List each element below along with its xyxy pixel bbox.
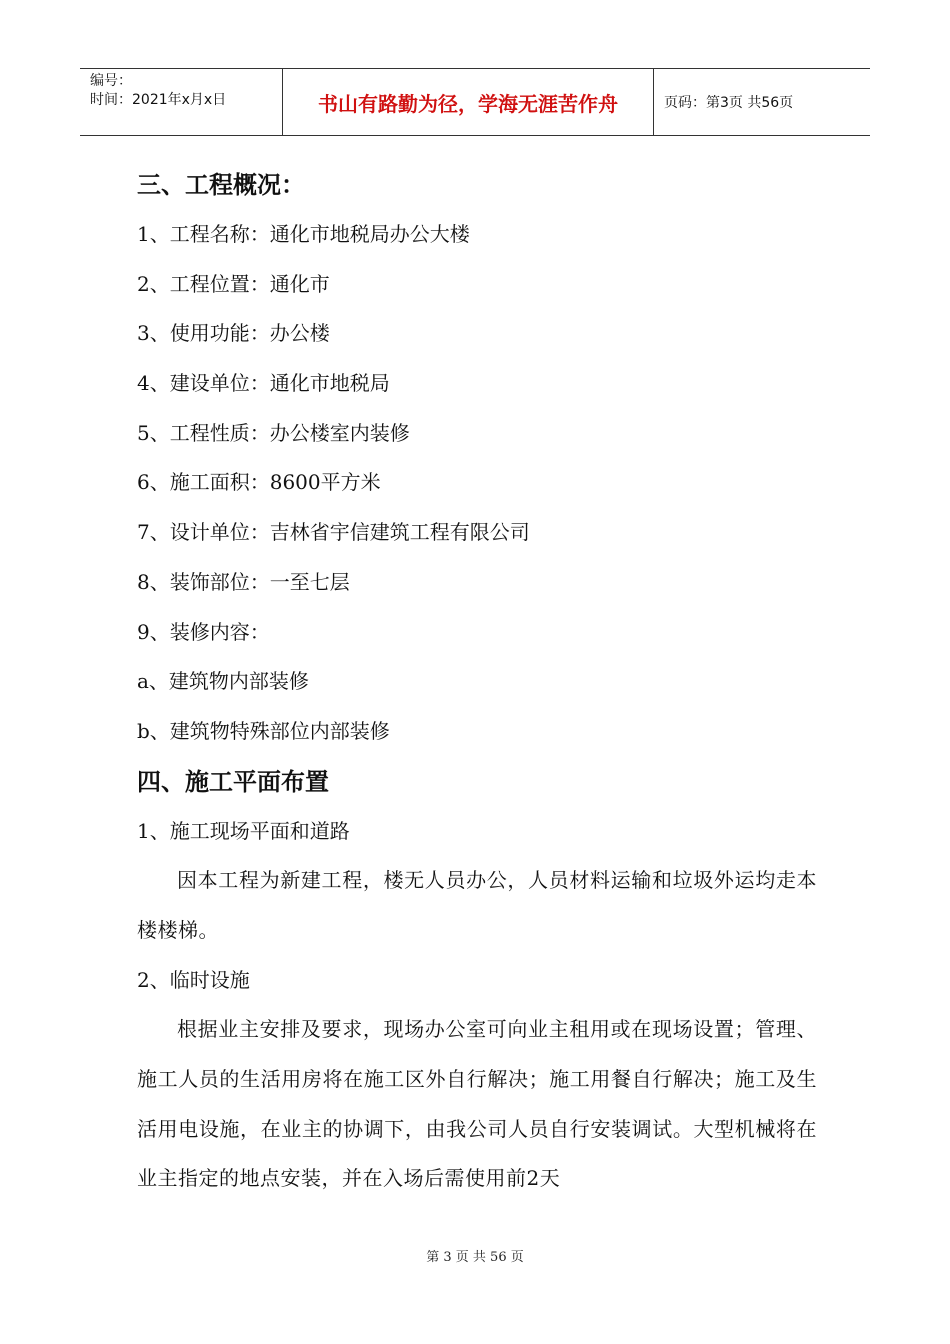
subsection-title: 2、临时设施	[137, 967, 250, 992]
overview-item: a、建筑物内部装修	[137, 669, 309, 694]
overview-item: 1、工程名称：通化市地税局办公大楼	[137, 222, 470, 246]
section-title-overview: 三、工程概况：	[137, 171, 305, 199]
overview-item: 8、装饰部位：一至七层	[137, 569, 350, 594]
overview-item: 7、设计单位：吉林省宇信建筑工程有限公司	[137, 520, 530, 545]
document-body	[137, 160, 817, 1204]
header-meta	[80, 69, 282, 135]
subsection-title: 1、施工现场平面和道路	[137, 818, 350, 843]
document-date: 时间：2021年x月x日	[90, 92, 227, 108]
overview-item: 2、工程位置：通化市	[137, 271, 330, 296]
overview-item: 9、装修内容：	[137, 619, 270, 644]
page-footer: 第 3 页 共 56 页	[426, 1250, 524, 1265]
overview-item: b、建筑物特殊部位内部装修	[137, 718, 390, 743]
paragraph: 根据业主安排及要求，现场办公室可向业主租用或在现场设置；管理、施工人员的生活用房将在施工区外自行解决；施工用餐自行解决；施工及生活用电设施，在业主的协调下，由我公司人员自行安装调试。大型机械将在业主指定的地点安装，并在入场后需使用前2天	[137, 1017, 817, 1191]
page-header	[80, 68, 870, 136]
document-number-label: 编号：	[90, 73, 132, 89]
overview-item: 4、建设单位：通化市地税局	[137, 371, 390, 396]
header-motto: 书山有路勤为径，学海无涯苦作舟	[282, 69, 654, 135]
overview-item: 3、使用功能：办公楼	[137, 321, 330, 346]
paragraph: 因本工程为新建工程，楼无人员办公，人员材料运输和垃圾外运均走本楼楼梯。	[137, 868, 817, 942]
header-page-info: 页码：第3页 共56页	[664, 95, 794, 111]
overview-item: 6、施工面积：8600平方米	[137, 470, 381, 495]
overview-item: 5、工程性质：办公楼室内装修	[137, 420, 410, 445]
section-title-site-layout: 四、施工平面布置	[137, 767, 329, 796]
